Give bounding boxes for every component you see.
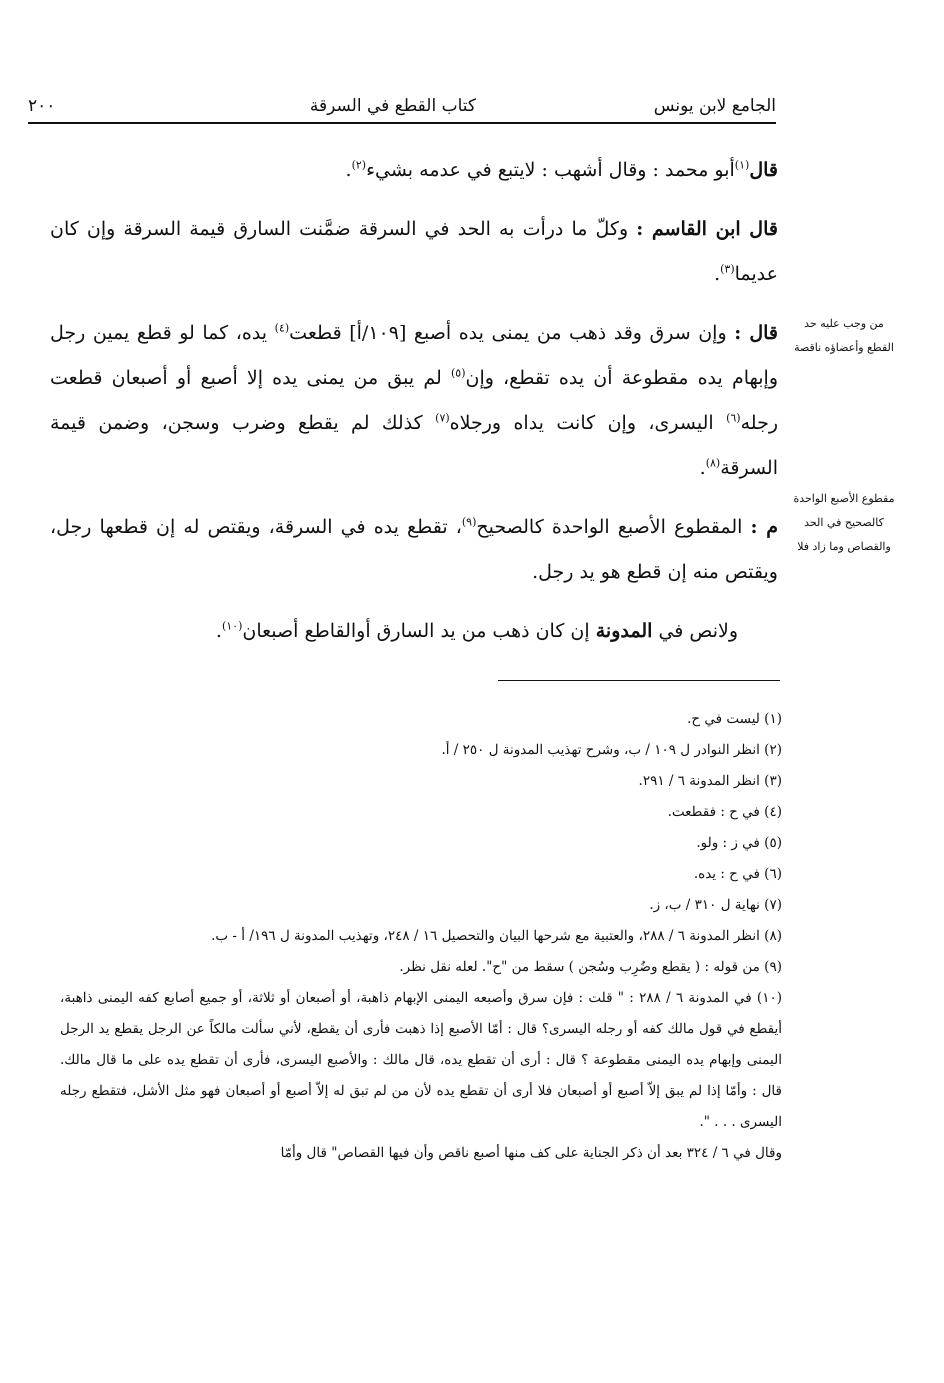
margin-note-line: كالصحيح في الحد (804, 516, 884, 529)
punctuation: . (345, 159, 352, 181)
footnote: (٥) في ز : ولو. (696, 835, 782, 851)
paragraph-text: وكلّ ما درأت به الحد في السرقة ضمَّنت السارق قيمة السرقة وإن كان عديما (50, 218, 778, 285)
footnote: (٢) انظر النوادر ل ١٠٩ / ب، وشرح تهذيب المدونة ل ٢٥٠ / أ. (441, 742, 782, 758)
footnote: (٣) انظر المدونة ٦ / ٢٩١. (638, 773, 782, 789)
punctuation: . (714, 263, 721, 285)
paragraph-3 (50, 311, 778, 491)
punctuation: . (699, 457, 706, 479)
speaker-label: قال (749, 159, 778, 181)
speaker-label: قال : (734, 322, 779, 344)
margin-note-line: مقطوع الأصبع الواحدة (793, 492, 895, 505)
footnote-ref: (٦) (726, 411, 741, 425)
footnote: (١) ليست في ح. (687, 711, 782, 727)
footnote-continuation: وقال في ٦ / ٣٢٤ بعد أن ذكر الجناية على كف منها أصبع ناقص وأن فيها القصاص" قال وأمّا (280, 1145, 782, 1161)
page-number: ٢٠٠ (28, 96, 56, 116)
footnote: (٧) نهاية ل ٣١٠ / ب، ز. (649, 897, 782, 913)
margin-note-line: والقصاص وما زاد فلا (797, 540, 891, 553)
footnote: (٨) انظر المدونة ٦ / ٢٨٨، والعتبية مع شرحها البيان والتحصيل ١٦ / ٢٤٨، وتهذيب المدونة ل ١٩٦/ أ - ب. (211, 928, 782, 944)
book-title: الجامع لابن يونس (653, 96, 776, 116)
paragraph-2 (50, 207, 778, 297)
paragraph-1 (50, 148, 778, 193)
paragraph-4 (50, 505, 778, 595)
footnote-ref: (٧) (435, 411, 450, 425)
speaker-label: قال ابن القاسم : (636, 218, 778, 240)
paragraph-text: وإن سرق وقد ذهب من يمنى يده أصبع [١٠٩/أ] قطعت (289, 322, 727, 344)
main-text (50, 148, 778, 668)
footnote-ref: (٣) (720, 262, 735, 276)
footnote-ref: (١) (734, 158, 750, 172)
footnote-ref: (١٠) (221, 619, 243, 633)
paragraph-text: ولانص في (658, 620, 738, 642)
paragraph-text: كذلك لم يقطع وضرب وسجن، وضمن قيمة السرقة (50, 412, 778, 479)
paragraph-text: إن كان ذهب من يد السارق أوالقاطع أصبعان (242, 620, 590, 642)
margin-note (788, 487, 900, 559)
paragraph-text: يده، كما لو قطع يمين رجل وإبهام يده مقطوعة أن يده تقطع، وإن (50, 322, 778, 389)
source-title: المدونة (595, 620, 653, 642)
paragraph-text: ، تقطع يده في السرقة، ويقتص له إن قطعها رجل، ويقتص منه إن قطع هو يد رجل. (50, 516, 778, 583)
footnote: (٤) في ح : فقطعت. (667, 804, 782, 820)
margin-note-line: من وجب عليه حد (804, 317, 884, 330)
chapter-title: كتاب القطع في السرقة (309, 96, 476, 116)
footnotes (60, 704, 782, 1169)
paragraph-text: لم يبق من يمنى يده إلا أصبع أو أصبعان قطعت رجله (50, 367, 778, 434)
running-header (28, 92, 776, 124)
margin-note-line: القطع وأعضاؤه ناقصة (794, 341, 894, 354)
paragraph-text: اليسرى، وإن كانت يداه ورجلاه (449, 412, 714, 434)
paragraph-5 (50, 609, 778, 654)
footnote-ref: (٩) (461, 515, 477, 529)
footnote-separator (498, 680, 780, 681)
footnote: (٦) في ح : يده. (693, 866, 782, 882)
footnote: (١٠) في المدونة ٦ / ٢٨٨ : " قلت : فإن سرق وأصبعه اليمنى الإبهام ذاهبة، أو أصبعان أو ثلاثة، أو جميع أصابع كفه اليمنى ذاهبة، أيقطع في قول مالك كفه أو رجله اليسرى؟ قال : أمّا الأصبع إذا ذهبت فأرى أن يقطع، لأني سألت مالكاً عن الرجل يقطع يد الرجل اليمنى وإبهام يده اليمنى مقطوعة ؟ قال : أرى أن تقطع يده، قال مالك : والأصبع اليسرى، فأرى أن تقطع يده على ما قال مالك. قال : وأمّا إذا لم يبق إلاّ أصبع أو أصبعان فلا أرى أن تقطع يده لأن من لم تبق له إلاّ أصبع أو أصبعان فهو مثل الأشل، فتقطع رجله اليسرى . . . ". (60, 990, 782, 1130)
footnote: (٩) من قوله : ( يقطع وضُرِب وسُجن ) سقط من "ح". لعله نقل نظر. (399, 959, 782, 975)
author-mark: م : (750, 516, 778, 538)
margin-note (788, 312, 900, 360)
footnote-ref: (٥) (450, 366, 466, 380)
footnote-ref: (٤) (274, 321, 290, 335)
footnote-ref: (٨) (705, 456, 721, 470)
paragraph-text: أبو محمد : وقال أشهب : لايتبع في عدمه بشيء (366, 159, 735, 181)
punctuation: . (215, 620, 222, 642)
footnote-ref: (٢) (351, 158, 367, 172)
paragraph-text: المقطوع الأصبع الواحدة كالصحيح (476, 516, 743, 538)
